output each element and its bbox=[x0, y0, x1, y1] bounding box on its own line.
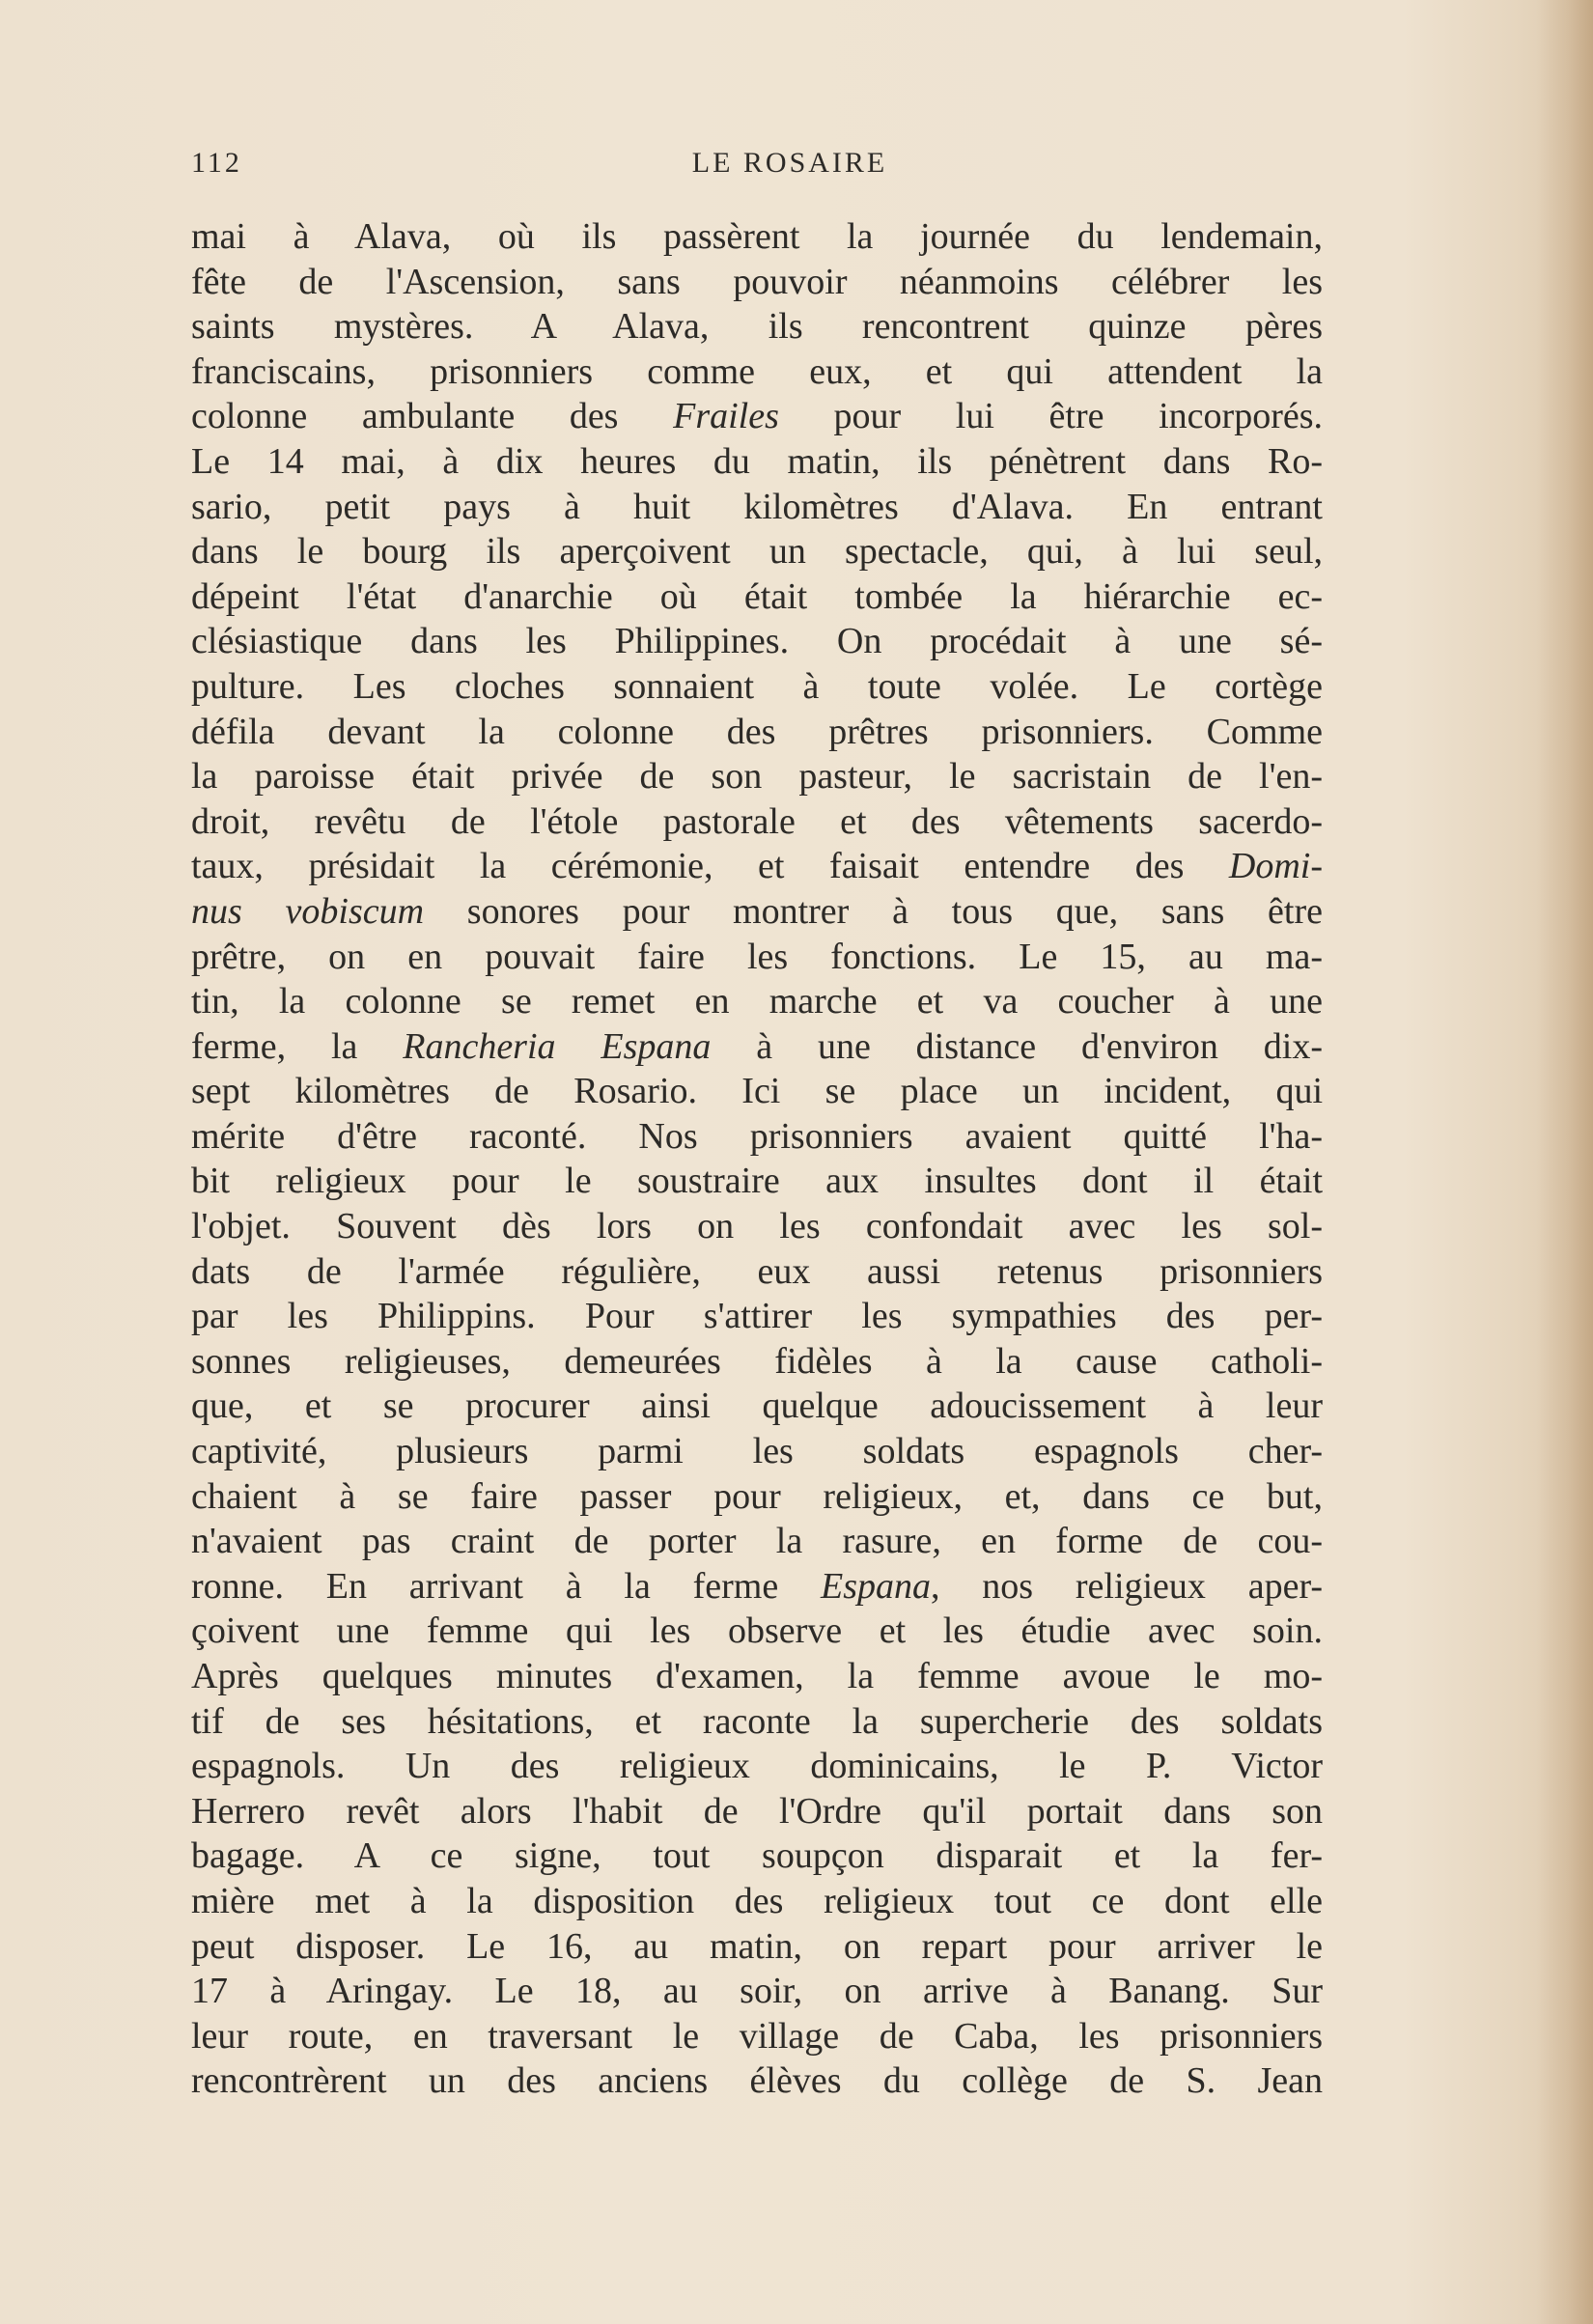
text-line: mai à Alava, où ils passèrent la journée du lendemain, bbox=[191, 216, 1323, 257]
text-line bbox=[191, 1024, 1323, 1070]
text-line: sario, petit pays à huit kilomètres d'Alava. En entrant bbox=[191, 486, 1323, 527]
text-line: Herrero revêt alors l'habit de l'Ordre qu'il portait dans son bbox=[191, 1790, 1323, 1832]
text-line: défila devant la colonne des prêtres prisonniers. Comme bbox=[191, 711, 1323, 752]
text-line: espagnols. Un des religieux dominicains, le P. Victor bbox=[191, 1746, 1323, 1787]
text-line: Après quelques minutes d'examen, la femme avoue le mo- bbox=[191, 1656, 1323, 1696]
text-line: tif de ses hésitations, et raconte la supercherie des soldats bbox=[191, 1700, 1323, 1742]
text-line: tin, la colonne se remet en marche et va coucher à une bbox=[191, 981, 1323, 1022]
text-line: sept kilomètres de Rosario. Ici se place un incident, qui bbox=[191, 1071, 1323, 1112]
italic-text-segment: Rancheria Espana bbox=[403, 1025, 712, 1067]
text-line: chaient à se faire passer pour religieux, et, dans ce but, bbox=[191, 1475, 1323, 1517]
text-line: bit religieux pour le soustraire aux insultes dont il était bbox=[191, 1161, 1323, 1202]
text-line: mérite d'être raconté. Nos prisonniers avaient quitté l'ha- bbox=[191, 1115, 1323, 1157]
text-line: dépeint l'état d'anarchie où était tombée la hiérarchie ec- bbox=[191, 575, 1323, 617]
text-line: par les Philippins. Pour s'attirer les sympathies des per- bbox=[191, 1296, 1323, 1337]
text-segment: colonne ambulante des bbox=[191, 396, 674, 437]
text-segment: taux, présidait la cérémonie, et faisait entendre des bbox=[191, 846, 1229, 887]
text-line: droit, revêtu de l'étole pastorale et des vêtements sacerdo- bbox=[191, 800, 1323, 842]
text-line: peut disposer. Le 16, au matin, on repart pour arriver le bbox=[191, 1925, 1323, 1967]
text-segment: ronne. En arrivant à la ferme bbox=[191, 1565, 821, 1607]
italic-text-segment: Espana bbox=[821, 1565, 931, 1607]
text-line bbox=[191, 889, 1323, 935]
text-line: fête de l'Ascension, sans pouvoir néanmoins célébrer les bbox=[191, 261, 1323, 302]
text-line: que, et se procurer ainsi quelque adoucissement à leur bbox=[191, 1386, 1323, 1427]
text-line: Le 14 mai, à dix heures du matin, ils pénètrent dans Ro- bbox=[191, 440, 1323, 482]
text-segment: à une distance d'environ dix- bbox=[711, 1025, 1323, 1067]
text-line: n'avaient pas craint de porter la rasure, en forme de cou- bbox=[191, 1521, 1323, 1562]
text-line: franciscains, prisonniers comme eux, et qui attendent la bbox=[191, 350, 1323, 392]
text-line: çoivent une femme qui les observe et les étudie avec soin. bbox=[191, 1610, 1323, 1652]
text-line: la paroisse était privée de son pasteur, le sacristain de l'en- bbox=[191, 756, 1323, 798]
running-title: LE ROSAIRE bbox=[691, 147, 888, 179]
text-line bbox=[191, 394, 1323, 439]
text-line: sonnes religieuses, demeurées fidèles à la cause catholi- bbox=[191, 1340, 1323, 1382]
page-edge-shadow bbox=[1537, 0, 1593, 2324]
text-segment: pour lui être incorporés. bbox=[778, 396, 1324, 437]
text-line: mière met à la disposition des religieux tout ce dont elle bbox=[191, 1880, 1323, 1921]
italic-text-segment: Domi- bbox=[1228, 846, 1323, 887]
text-line: l'objet. Souvent dès lors on les confondait avec les sol- bbox=[191, 1206, 1323, 1247]
text-segment: sonores pour montrer à tous que, sans être bbox=[424, 890, 1323, 932]
text-line bbox=[191, 1564, 1323, 1610]
text-line: pulture. Les cloches sonnaient à toute volée. Le cortège bbox=[191, 665, 1323, 707]
text-line: captivité, plusieurs parmi les soldats espagnols cher- bbox=[191, 1431, 1323, 1472]
text-line: saints mystères. A Alava, ils rencontrent quinze pères bbox=[191, 306, 1323, 348]
text-line: prêtre, on en pouvait faire les fonctions. Le 15, au ma- bbox=[191, 936, 1323, 977]
page-header bbox=[191, 147, 1311, 185]
text-segment: ferme, la bbox=[191, 1025, 404, 1067]
text-line: rencontrèrent un des anciens élèves du collège de S. Jean bbox=[191, 2060, 1323, 2102]
text-line: leur route, en traversant le village de Caba, les prisonniers bbox=[191, 2015, 1323, 2057]
text-line: dats de l'armée régulière, eux aussi retenus prisonniers bbox=[191, 1250, 1323, 1292]
italic-text-segment: nus vobiscum bbox=[191, 890, 425, 932]
text-line: bagage. A ce signe, tout soupçon disparait et la fer- bbox=[191, 1835, 1323, 1877]
text-segment: , nos religieux aper- bbox=[931, 1565, 1323, 1607]
page-number: 112 bbox=[191, 147, 242, 179]
text-line: dans le bourg ils aperçoivent un spectacle, qui, à lui seul, bbox=[191, 531, 1323, 573]
body-text bbox=[191, 214, 1323, 2104]
text-line: 17 à Aringay. Le 18, au soir, on arrive à Banang. Sur bbox=[191, 1971, 1323, 2012]
text-line bbox=[191, 844, 1323, 889]
text-line: clésiastique dans les Philippines. On procédait à une sé- bbox=[191, 621, 1323, 662]
italic-text-segment: Frailes bbox=[673, 396, 779, 437]
